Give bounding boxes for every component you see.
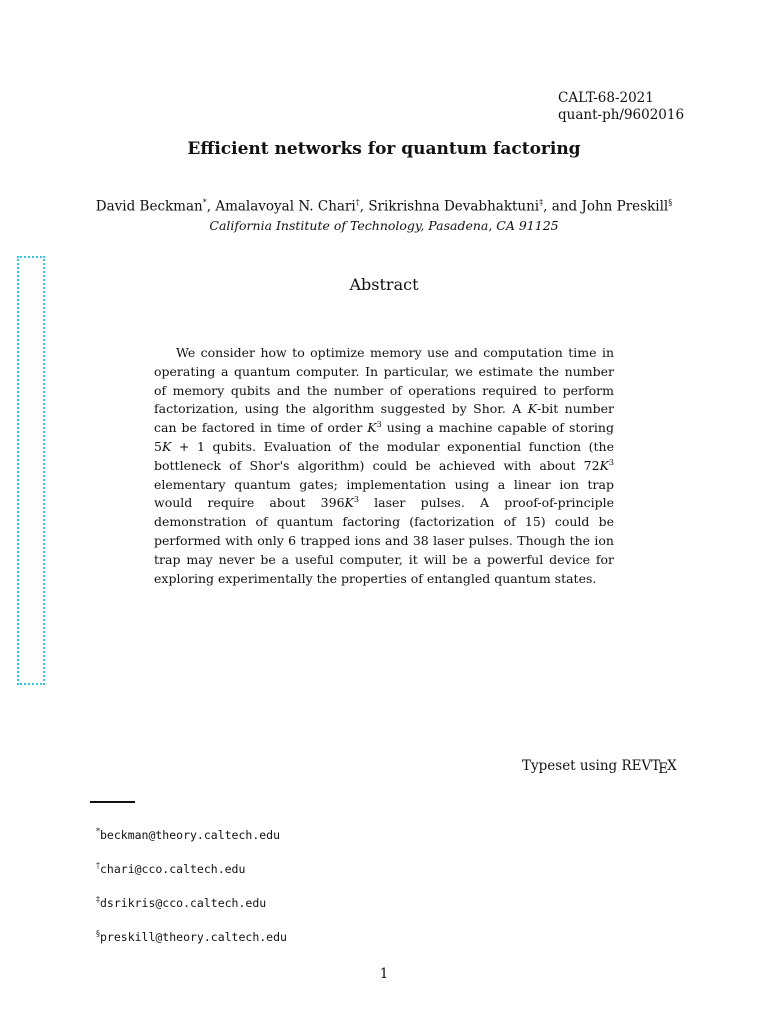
link-highlight-box[interactable] [17,256,45,685]
author-separator: , [206,198,216,215]
author-separator: , [359,198,369,215]
email-address[interactable]: preskill@theory.caltech.edu [100,929,287,944]
author-footnote-mark: § [668,198,673,207]
abstract-text-segment: elementary quantum gates; implementation using a linear ion trap would require about 396 [154,476,614,511]
tex-logo-e: E [658,761,669,777]
abstract-text-segment: laser pulses. A proof-of-principle demonstration of quantum factoring (factorization of 15) could be performed with only 6 trapped ions and 38 laser pulses. Though the ion trap may never be a useful computer, it will be a powerful device for exploring experimentally the properties of entangled quantum states. [154,495,614,586]
math-exponent: 3 [376,420,382,430]
tex-logo-x: X [667,758,677,774]
footnote-mark: § [96,929,100,938]
email-address[interactable]: beckman@theory.caltech.edu [100,827,281,842]
math-variable: K [161,438,172,454]
footnote-divider [90,801,135,803]
abstract-body [154,344,614,588]
footnote-email [96,895,266,910]
author-footnote-mark: ‡ [539,198,544,207]
math-variable: K [527,401,538,417]
footnote-email [96,929,287,944]
footnote-mark: ‡ [96,895,100,904]
arxiv-id: quant-ph/9602016 [558,107,685,123]
page-number: 1 [379,966,389,982]
abstract-text-segment: + 1 qubits. Evaluation of the modular exponential function (the bottleneck of Shor's algorithm) could be achieved with about 72 [154,438,614,473]
email-address[interactable]: dsrikris@cco.caltech.edu [100,895,267,910]
footnote-mark: † [96,861,100,870]
author-list [0,198,768,215]
abstract-text-segment: using a machine capable of storing 5 [154,420,614,454]
math-exponent: 3 [353,495,359,505]
author-name: John Preskill [581,198,669,215]
math-variable: K [367,420,377,436]
paper-title: Efficient networks for quantum factoring [187,139,581,159]
math-variable: K [344,495,354,511]
math-variable: K [599,457,609,473]
footnote-email [96,827,280,842]
abstract-text-segment: We consider how to optimize memory use and computation time in operating a quantum computer. In particular, we estimate the number of memory qubits and the number of operations required to perform factorization, using the algorithm suggested by Shor. A [154,345,614,417]
abstract-heading: Abstract [349,275,419,294]
typeset-note [522,758,677,777]
author-separator: , and [543,198,582,215]
author-name: Srikrishna Devabhaktuni [368,198,540,215]
email-address[interactable]: chari@cco.caltech.edu [100,861,246,876]
footnote-mark: * [96,827,100,836]
typeset-prefix: Typeset using REVT [522,758,661,774]
footnote-email [96,861,245,876]
report-id: CALT-68-2021 [558,90,654,106]
abstract-text-segment: -bit number can be factored in time of order [154,401,614,436]
math-exponent: 3 [608,457,614,467]
affiliation: California Institute of Technology, Pasadena, CA 91125 [209,218,559,233]
author-footnote-mark: † [355,198,360,207]
author-name: David Beckman [95,198,203,215]
report-number-block [558,90,684,124]
author-footnote-mark: * [202,198,207,207]
author-name: Amalavoyal N. Chari [215,198,356,215]
